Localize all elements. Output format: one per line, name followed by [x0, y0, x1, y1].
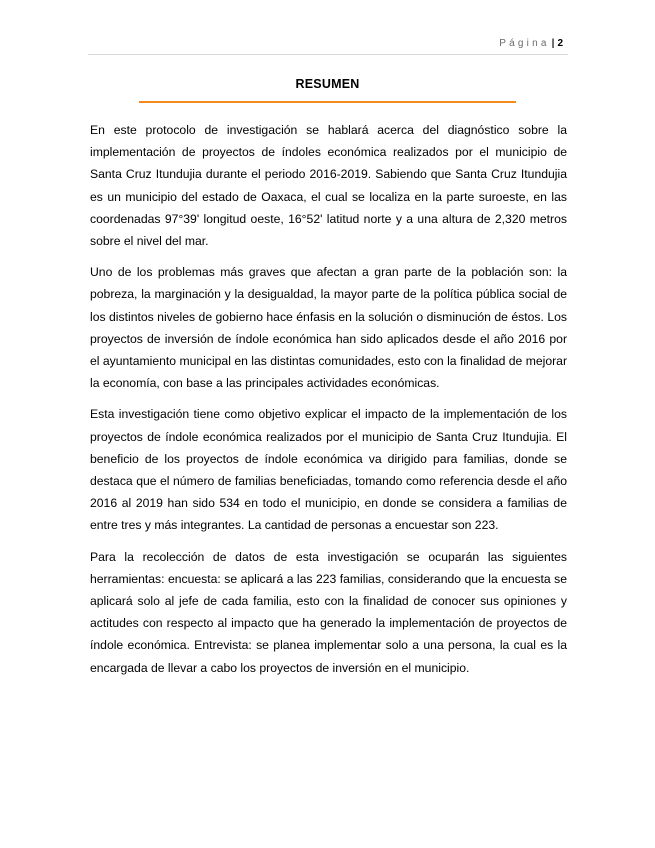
page-separator: |	[551, 38, 555, 49]
title-underline	[139, 101, 516, 103]
page-number: 2	[557, 38, 563, 49]
paragraph-3: Esta investigación tiene como objetivo explicar el impacto de la implementación de los proyectos de índole económica realizados por el municipio de Santa Cruz Itundujia. El beneficio de los proyectos de índole económica va dirigido para familias, donde se destaca que el número de familias beneficiadas, tomando como referencia desde el año 2016 al 2019 han sido 534 en todo el municipio, en donde se considera a familias de entre tres y más integrantes. La cantidad de personas a encuestar son 223.	[90, 407, 567, 533]
paragraph-2: Uno de los problemas más graves que afectan a gran parte de la población son: la pobreza, la marginación y la desigualdad, la mayor parte de la política pública social de los distintos niveles de gobierno hace énfasis en la solución o disminución de éstos. Los proyectos de inversión de índole económica han sido aplicados desde el año 2016 por el ayuntamiento municipal en las distintas comunidades, esto con la finalidad de mejorar la economía, con base a las principales actividades económicas.	[90, 265, 567, 391]
page-label: Página	[499, 38, 550, 49]
paragraph-4: Para la recolección de datos de esta investigación se ocuparán las siguientes herramientas: encuesta: se aplicará a las 223 familias, considerando que la encuesta se aplicará solo al jefe de cada familia, esto con la finalidad de conocer sus opiniones y actitudes con respecto al impacto que ha generado la implementación de proyectos de índole económica. Entrevista: se planea implementar solo a una persona, la cual es la encargada de llevar a cabo los proyectos de inversión en el municipio.	[90, 549, 567, 675]
page-title: RESUMEN	[295, 77, 360, 91]
paragraph-1: En este protocolo de investigación se hablará acerca del diagnóstico sobre la implementación de proyectos de índoles económica realizados por el municipio de Santa Cruz Itundujia durante el periodo 2016-2019. Sabiendo que Santa Cruz Itundujia es un municipio del estado de Oaxaca, el cual se localiza en la parte suroeste, en las coordenadas 97°39' longitud oeste, 16°52' latitud norte y a una altura de 2,320 metros sobre el nivel del mar.	[90, 123, 567, 249]
header-divider	[88, 54, 568, 55]
page-header	[499, 38, 563, 49]
document-body	[90, 119, 567, 688]
